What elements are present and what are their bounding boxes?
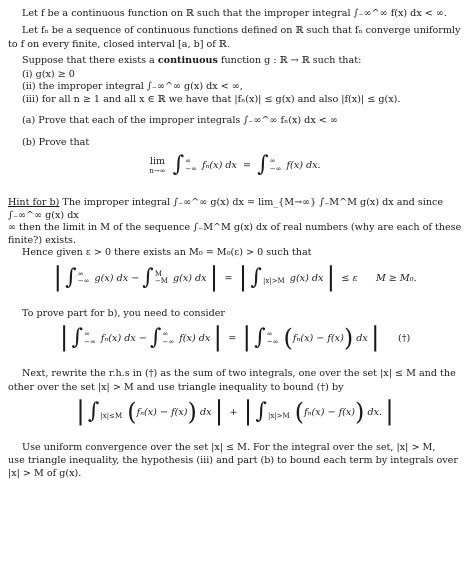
hint-paragraph-line3: finite?) exists. (8, 234, 77, 246)
condition-ii: (ii) the improper integral ∫₋∞^∞ g(x) dx < ∞, (22, 81, 243, 93)
hint-label: Hint for b) (8, 197, 60, 209)
integrand-f: f(x) dx. (286, 160, 321, 172)
condition-m: M ≥ M₀. (375, 272, 417, 284)
integral-sign: ∫ (71, 325, 84, 351)
hypothesis-text-a: Suppose that there exists a (22, 55, 155, 67)
integral-limits: ∞ −∞ (185, 156, 197, 173)
limit-equation (8, 151, 462, 191)
condition-i: (i) g(x) ≥ 0 (22, 68, 75, 80)
tail-bound-equation: | ∫ ∞ −∞ g(x) dx − ∫ M −M g(x) dx | = | ∫ |x|>M g(x) dx | ≤ ε M ≥ M₀. (53, 262, 417, 293)
hypothesis-bold-word: continuous (157, 55, 218, 67)
use-paragraph-line2: use triangle inequality, the hypothesis (iii) and part (b) to bound each term by integrals over (8, 455, 458, 467)
hence-paragraph: Hence given ε > 0 there exists an M₀ = M₀(ε) > 0 such that (22, 247, 312, 259)
hint-paragraph-line2: ∞ then the limit in M of the sequence ∫₋M^M g(x) dx of real numbers (why are each of these (8, 222, 462, 234)
hint-paragraph-line1 (8, 197, 462, 222)
part-a-statement: (a) Prove that each of the improper integrals ∫₋∞^∞ fₙ(x) dx < ∞ (22, 115, 338, 127)
integral-sign: ∫ (65, 265, 77, 291)
part-b-statement: (b) Prove that (22, 136, 90, 148)
to-prove-paragraph: To prove part for b), you need to consider (22, 307, 225, 319)
hint-text: The improper integral ∫₋∞^∞ g(x) dx = lim_{M→∞} ∫₋M^M g(x) dx and since ∫₋∞^∞ g(x) dx (8, 197, 444, 221)
integrand-fn: fₙ(x) dx (201, 160, 237, 172)
use-paragraph-line1: Use uniform convergence over the set |x| ≤ M. For the integral over the set, |x| > M, (22, 441, 436, 453)
dagger-tag: (†) (397, 333, 411, 345)
integral-sign: ∫ (87, 399, 100, 425)
condition-iii: (iii) for all n ≥ 1 and all x ∈ ℝ we have that |fₙ(x)| ≤ g(x) and also |f(x)| ≤ g(x). (22, 93, 401, 105)
integral-sign: ∫ (142, 265, 154, 291)
integral-sign: ∫ (254, 325, 266, 351)
intro-paragraph: Let f be a continuous function on ℝ such that the improper integral ∫₋∞^∞ f(x) dx < ∞. (22, 8, 447, 19)
limit-operator: lim n→∞ (149, 155, 166, 176)
integral-sign: ∫ (250, 265, 262, 291)
integral-sign: ∫ (257, 152, 269, 178)
sequence-paragraph-line1: Let fₙ be a sequence of continuous functions defined on ℝ such that fₙ converge uniformly (22, 25, 461, 37)
integral-sign: ∫ (255, 399, 267, 425)
integral-limits: ∞ −∞ (269, 156, 282, 173)
hypothesis-paragraph (8, 55, 462, 67)
equals-sign: = (243, 160, 252, 172)
integral-sign: ∫ (172, 152, 185, 178)
sequence-paragraph-line2: to f on every finite, closed interval [a, b] of ℝ. (8, 38, 230, 50)
next-paragraph-line2: other over the set |x| > M and use triangle inequality to bound (†) by (8, 381, 344, 393)
integral-sign: ∫ (149, 325, 162, 351)
dagger-equation: | ∫ ∞ −∞ fₙ(x) dx − ∫ ∞ −∞ f(x) dx | = | ∫ ∞ −∞ (fₙ(x) − f(x)) dx | (†) (59, 323, 411, 354)
split-equation: | ∫ |x|≤M (fₙ(x) − f(x)) dx | + | ∫ |x|>M (fₙ(x) − f(x)) dx. | (76, 396, 394, 427)
next-paragraph-line1: Next, rewrite the r.h.s in (†) as the sum of two integrals, one over the set |x| ≤ M and the (22, 368, 456, 380)
hypothesis-text-b: function g : ℝ → ℝ such that: (220, 55, 362, 67)
use-paragraph-line3: |x| > M of g(x). (8, 467, 82, 479)
